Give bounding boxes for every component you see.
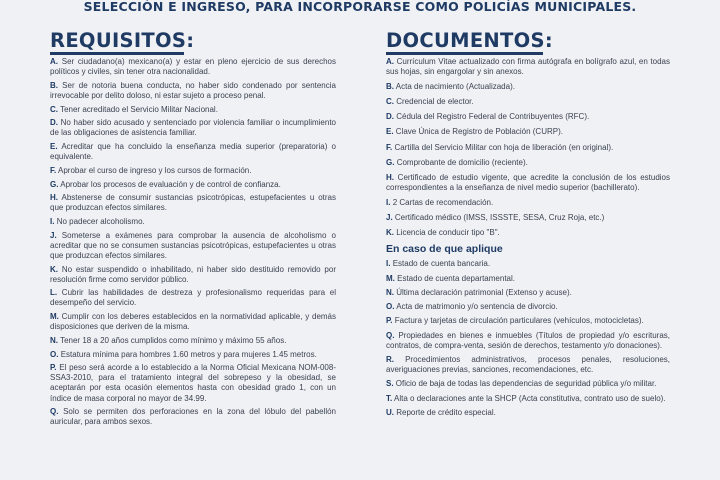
list-item — [386, 394, 670, 404]
item-text: No padecer alcoholismo. — [56, 216, 145, 226]
banner-title: SELECCIÓN E INGRESO, PARA INCORPORARSE COMO POLICÍAS MUNICIPALES. — [83, 0, 637, 14]
item-letter: N. — [50, 335, 58, 345]
item-letter: Q. — [50, 407, 59, 417]
list-item — [50, 81, 336, 101]
item-letter: F. — [386, 142, 393, 152]
list-item — [386, 143, 670, 153]
aplique-list — [386, 259, 670, 418]
item-text: Tener 18 a 20 años cumplidos como mínimo y máximo 55 años. — [60, 335, 287, 345]
item-letter: M. — [50, 312, 59, 322]
item-letter: J. — [386, 213, 393, 223]
list-item — [386, 198, 670, 208]
item-letter: P. — [386, 316, 393, 326]
list-item — [386, 408, 670, 418]
item-letter: A. — [386, 57, 394, 66]
item-text: Última declaración patrimonial (Extenso y acuse). — [396, 287, 572, 297]
item-text: Licencia de conducir tipo "B". — [396, 228, 500, 238]
item-text: Ser de notoria buena conducta, no haber sido condenado por sentencia irrevocable por delito doloso, ni estar sujeto a proceso penal. — [50, 80, 336, 100]
aplique-subtitle: En caso de que aplique — [386, 243, 503, 256]
item-letter: N. — [386, 287, 394, 297]
item-text: Solo se permiten dos perforaciones en la zona del lóbulo del pabellón auricular, para ambos sexos. — [50, 407, 336, 427]
item-text: Someterse a exámenes para comprobar la ausencia de alcoholismo o acreditar que no se consumen sustancias psicotrópicas, estupefacientes u otras que produzcan efectos similares. — [50, 230, 336, 260]
item-letter: I. — [386, 197, 391, 207]
item-letter: C. — [386, 97, 394, 107]
requisitos-section — [50, 30, 336, 431]
item-text: Certificado médico (IMSS, ISSSTE, SESA, Cruz Roja, etc.) — [394, 213, 605, 223]
item-text: Currículum Vitae actualizado con firma autógrafa en bolígrafo azul, en todas sus hojas, sin engargolar y sin anexos. — [386, 57, 670, 77]
item-text: Oficio de baja de todas las dependencias de seguridad pública y/o militar. — [395, 379, 657, 389]
list-item — [386, 112, 670, 122]
item-text: No estar suspendido o inhabilitado, ni haber sido destituido removido por resolución firme como servidor público. — [50, 264, 336, 284]
list-item — [50, 142, 336, 162]
list-item — [50, 363, 336, 403]
item-text: Cédula del Registro Federal de Contribuyentes (RFC). — [396, 112, 590, 122]
item-letter: I. — [386, 259, 391, 269]
item-letter: A. — [50, 57, 58, 66]
item-letter: P. — [50, 363, 57, 373]
item-letter: E. — [50, 142, 58, 152]
list-item — [386, 274, 670, 284]
item-letter: H. — [386, 172, 394, 182]
item-text: Cartilla del Servicio Militar con hoja de liberación (en original). — [394, 142, 614, 152]
item-text: Estatura mínima para hombres 1.60 metros y para mujeres 1.45 metros. — [60, 349, 317, 359]
item-text: No haber sido acusado y sentenciado por violencia familiar o incumplimiento de las obligaciones de asistencia familiar. — [50, 118, 336, 138]
list-item — [386, 379, 670, 389]
item-text: Estado de cuenta departamental. — [397, 273, 515, 283]
list-item — [386, 57, 670, 77]
item-letter: B. — [386, 82, 394, 92]
list-item — [386, 228, 670, 238]
item-text: Acreditar que ha concluido la enseñanza media superior (preparatoria) o equivalente. — [50, 142, 336, 162]
item-text: Ser ciudadano(a) mexicano(a) y estar en pleno ejercicio de sus derechos políticos y civiles, sin tener otra nacionalidad. — [50, 57, 336, 77]
item-letter: T. — [386, 393, 393, 403]
list-item — [50, 231, 336, 261]
item-text: Acta de matrimonio y/o sentencia de divorcio. — [396, 302, 558, 312]
item-text: Aprobar los procesos de evaluación y de control de confianza. — [60, 179, 281, 189]
documentos-list — [386, 57, 670, 238]
item-text: Factura y tarjetas de circulación particulares (vehículos, motocicletas). — [394, 316, 644, 326]
list-item — [50, 180, 336, 190]
item-text: Cumplir con los deberes establecidos en la normatividad aplicable, y demás disposiciones que deriven de la misma. — [50, 312, 336, 332]
item-text: Credencial de elector. — [396, 97, 474, 107]
item-letter: R. — [386, 355, 394, 364]
item-letter: M. — [386, 273, 395, 283]
item-text: Certificado de estudio vigente, que acredite la conclusión de los estudios correspondientes a la enseñanza de nivel medio superior (bachillerato). — [386, 172, 670, 192]
item-text: 2 Cartas de recomendación. — [392, 197, 494, 207]
list-item — [386, 355, 670, 375]
list-item — [50, 336, 336, 346]
item-text: Reporte de crédito especial. — [396, 407, 496, 417]
item-letter: D. — [50, 118, 58, 128]
item-text: Procedimientos administrativos, procesos penales, resoluciones, averiguaciones previas, sanciones, recomendaciones, etc. — [386, 355, 670, 375]
item-letter: H. — [50, 193, 58, 203]
list-item — [50, 105, 336, 115]
item-letter: I. — [50, 216, 55, 226]
item-letter: F. — [50, 165, 57, 175]
item-text: Tener acreditado el Servicio Militar Nacional. — [60, 104, 218, 114]
item-text: Alta o declaraciones ante la SHCP (Acta constitutiva, contrato uso de suelo). — [394, 393, 666, 403]
item-letter: O. — [386, 302, 395, 312]
item-letter: J. — [50, 230, 57, 240]
item-text: Abstenerse de consumir sustancias psicotrópicas, estupefacientes u otras que produzcan efectos similares. — [50, 193, 337, 213]
documentos-title: DOCUMENTOS: — [386, 29, 553, 52]
requisitos-list — [50, 57, 336, 427]
list-item — [386, 331, 670, 351]
list-item — [50, 288, 336, 308]
list-item — [50, 265, 336, 285]
item-letter: G. — [50, 179, 59, 189]
requisitos-title: REQUISITOS: — [50, 29, 195, 52]
list-item — [50, 57, 336, 77]
item-text: Cubrir las habilidades de destreza y profesionalismo requeridas para el desempeño del servicio. — [50, 288, 336, 308]
list-item — [50, 193, 336, 213]
item-text: Acta de nacimiento (Actualizada). — [395, 82, 515, 92]
list-item — [386, 288, 670, 298]
item-text: Estado de cuenta bancaria. — [392, 259, 491, 269]
item-letter: U. — [386, 407, 394, 417]
list-item — [50, 166, 336, 176]
list-item — [386, 173, 670, 193]
item-letter: G. — [386, 157, 395, 167]
list-item — [386, 127, 670, 137]
list-item — [386, 82, 670, 92]
item-letter: C. — [50, 104, 58, 114]
list-item — [386, 302, 670, 312]
item-text: El peso será acorde a lo establecido a la Norma Oficial Mexicana NOM-008-SSA3-2010, para el tratamiento integral del sobrepeso y la obesidad, se aceptarán por esta ocasión elementos hasta con obesidad grado 1, con un índice de masa corporal no mayor de 34.99. — [50, 363, 336, 403]
documentos-underline — [386, 52, 543, 55]
item-letter: K. — [386, 228, 394, 238]
list-item — [386, 316, 670, 326]
item-letter: D. — [386, 112, 394, 122]
list-item — [50, 118, 336, 138]
list-item — [50, 312, 336, 332]
item-text: Propiedades en bienes e inmuebles (Títulos de propiedad y/o escrituras, contratos, de compra-venta, sesión de derechos, testamento y/o donaciones). — [386, 330, 670, 350]
list-item — [386, 213, 670, 223]
item-text: Comprobante de domicilio (reciente). — [396, 157, 528, 167]
item-text: Clave Única de Registro de Población (CURP). — [395, 127, 563, 137]
list-item — [50, 407, 336, 427]
item-letter: Q. — [386, 330, 395, 340]
item-text: Aprobar el curso de ingreso y los cursos de formación. — [58, 165, 252, 175]
documentos-section — [386, 30, 670, 422]
list-item — [386, 97, 670, 107]
item-letter: B. — [50, 80, 58, 90]
requisitos-underline — [50, 52, 184, 55]
list-item — [50, 350, 336, 360]
item-letter: O. — [50, 349, 59, 359]
item-letter: L. — [50, 288, 58, 298]
list-item — [386, 158, 670, 168]
item-letter: K. — [50, 264, 58, 274]
item-letter: S. — [386, 379, 394, 389]
item-letter: E. — [386, 127, 394, 137]
list-item — [50, 217, 336, 227]
list-item — [386, 259, 670, 269]
